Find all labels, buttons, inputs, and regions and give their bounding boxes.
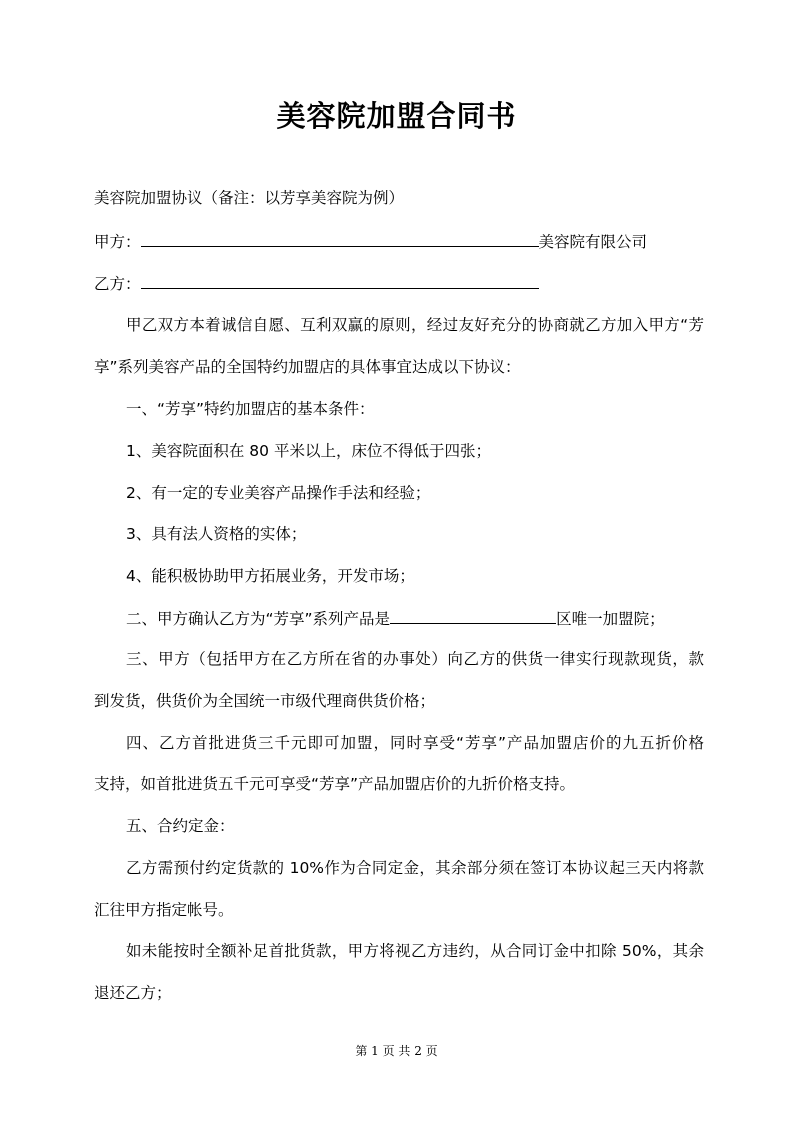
condition-1: 1、美容院面积在 80 平米以上，床位不得低于四张； <box>126 442 491 460</box>
party-a-line <box>94 229 704 253</box>
party-b-label: 乙方： <box>94 275 141 293</box>
section2-suffix: 区唯一加盟院； <box>556 610 665 628</box>
section3-line-1: 三、甲方（包括甲方在乙方所在省的办事处）向乙方的供货一律实行现款现货，款 <box>126 650 704 668</box>
party-a-suffix: 美容院有限公司 <box>538 233 648 251</box>
penalty-line-2: 退还乙方； <box>94 984 172 1002</box>
section3-line-2: 到发货，供货价为全国统一市级代理商供货价格； <box>94 692 436 710</box>
page-number: 第 1 页 共 2 页 <box>355 1044 438 1058</box>
section2-prefix: 二、甲方确认乙方为“芳享”系列产品是 <box>126 610 391 628</box>
section4-line-2: 支持，如首批进货五千元可享受“芳享”产品加盟店价的九折价格支持。 <box>94 775 576 793</box>
condition-3: 3、具有法人资格的实体； <box>126 525 307 543</box>
section1-heading: 一、“芳享”特约加盟店的基本条件： <box>126 400 375 418</box>
section4-line-1: 四、乙方首批进货三千元即可加盟，同时享受“芳享”产品加盟店价的九五折价格 <box>126 734 704 752</box>
deposit-line-1: 乙方需预付约定货款的 10%作为合同定金，其余部分须在签订本协议起三天内将款 <box>126 859 704 877</box>
penalty-line-1: 如未能按时全额补足首批货款，甲方将视乙方违约，从合同订金中扣除 50%，其余 <box>126 942 704 960</box>
party-a-label: 甲方： <box>94 233 141 251</box>
section2-line <box>126 606 704 630</box>
party-b-blank <box>141 271 539 289</box>
condition-2: 2、有一定的专业美容产品操作手法和经验； <box>126 484 431 502</box>
condition-4: 4、能积极协助甲方拓展业务，开发市场； <box>126 567 415 585</box>
intro-line-1: 甲乙双方本着诚信自愿、互利双赢的原则，经过友好充分的协商就乙方加入甲方“芳 <box>126 316 704 334</box>
intro-line-2: 享”系列美容产品的全国特约加盟店的具体事宜达成以下协议： <box>94 358 521 376</box>
subtitle: 美容院加盟协议（备注：以芳享美容院为例） <box>94 189 405 207</box>
region-blank <box>390 606 556 624</box>
document-title: 美容院加盟合同书 <box>276 99 517 133</box>
section5-heading: 五、合约定金： <box>126 817 235 835</box>
party-b-line <box>94 271 704 295</box>
party-a-blank <box>141 229 539 247</box>
deposit-line-2: 汇往甲方指定帐号。 <box>94 901 234 919</box>
